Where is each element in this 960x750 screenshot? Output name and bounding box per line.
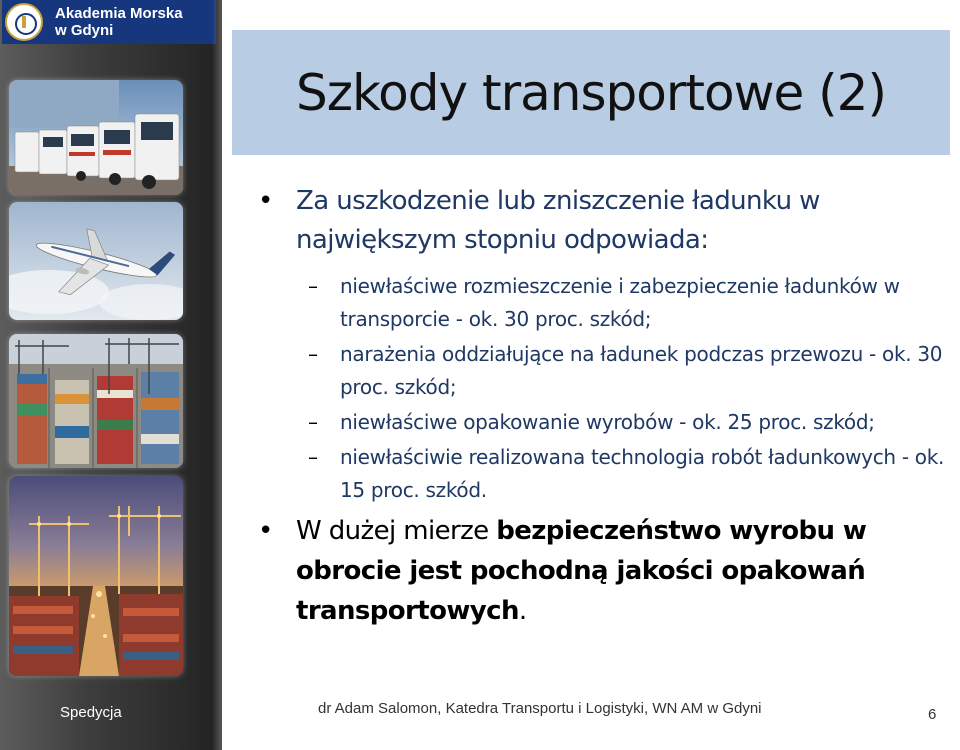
sub-text: niewłaściwie realizowana technologia robót ładunkowych - ok. 15 proc. szkód. xyxy=(340,445,945,502)
university-logo xyxy=(2,0,216,44)
conclusion-bold-text: bezpieczeństwo wyrobu w obrocie jest pochodną jakości opakowań transportowych xyxy=(296,516,867,626)
bullet-conclusion xyxy=(258,511,948,631)
conclusion-end: . xyxy=(518,596,527,626)
slide-title: Szkody transportowe (2) xyxy=(296,63,886,122)
sub-marker: – xyxy=(308,410,318,434)
slide-content xyxy=(258,182,948,631)
sub-item xyxy=(258,270,948,336)
sub-marker: – xyxy=(308,342,318,366)
port-night-photo xyxy=(9,476,183,676)
sub-marker: – xyxy=(308,445,318,469)
sub-text: niewłaściwe rozmieszczenie i zabezpieczenie ładunków w transporcie - ok. 30 proc. szkód; xyxy=(340,274,900,331)
bullet-main xyxy=(258,182,948,260)
sub-list xyxy=(258,270,948,507)
footer-course: Spedycja xyxy=(60,704,122,721)
container-terminal-photo xyxy=(9,334,183,468)
sub-item xyxy=(258,441,948,507)
conclusion-text: W dużej mierze xyxy=(296,516,497,546)
trucks-photo xyxy=(9,80,183,195)
sub-item xyxy=(258,406,948,439)
sub-marker: – xyxy=(308,274,318,298)
bullet-marker: • xyxy=(258,186,273,216)
page-number: 6 xyxy=(928,706,937,723)
logo-line2: w Gdyni xyxy=(55,22,114,39)
footer-author: dr Adam Salomon, Katedra Transportu i Logistyki, WN AM w Gdyni xyxy=(318,700,762,717)
airplane-photo xyxy=(9,202,183,320)
sub-item xyxy=(258,338,948,404)
title-box xyxy=(232,30,950,155)
left-image-column xyxy=(0,0,222,750)
logo-line1: Akademia Morska xyxy=(55,5,183,22)
seal-icon xyxy=(5,3,43,41)
bullet-text: Za uszkodzenie lub zniszczenie ładunku w największym stopniu odpowiada: xyxy=(296,186,820,255)
logo-text xyxy=(55,5,183,39)
sub-text: niewłaściwe opakowanie wyrobów - ok. 25 proc. szkód; xyxy=(340,410,875,434)
sub-text: narażenia oddziałujące na ładunek podczas przewozu - ok. 30 proc. szkód; xyxy=(340,342,943,399)
bullet-marker: • xyxy=(258,516,273,546)
